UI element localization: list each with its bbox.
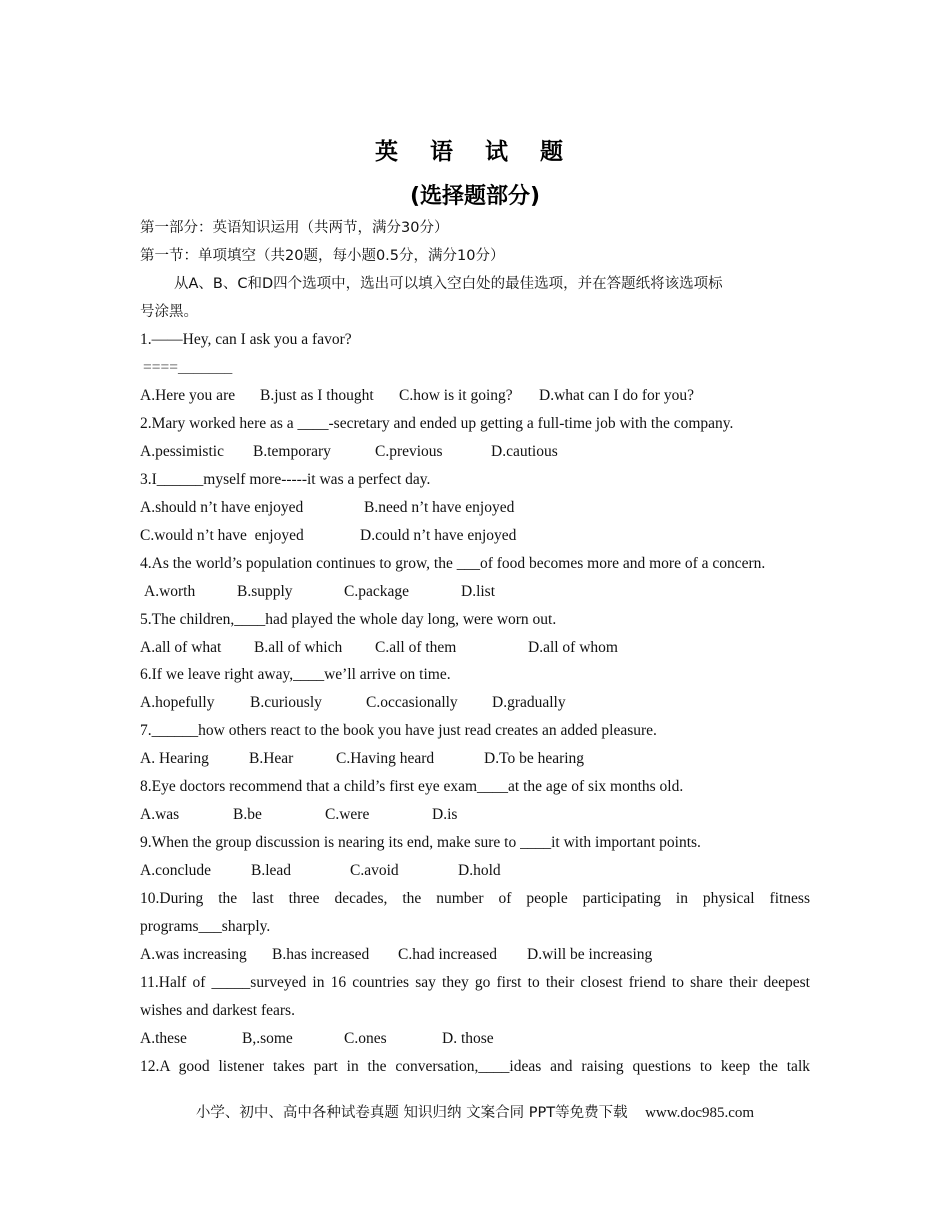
- option-c: C.avoid: [350, 862, 399, 879]
- option-a: A. Hearing: [140, 750, 209, 767]
- option-b: B.all of which: [254, 639, 343, 656]
- option-b: B.lead: [251, 862, 292, 879]
- footer-url: www.doc985.com: [645, 1105, 755, 1121]
- question-10-stem-line-1: 10.During the last three decades, the number of people participating in physical fitness: [140, 890, 810, 907]
- question-8-stem: 8.Eye doctors recommend that a child’s first eye exam____at the age of six months old.: [140, 778, 684, 795]
- instruction-line-2: 号涂黑。: [140, 304, 198, 320]
- option-b: B.has increased: [272, 946, 370, 963]
- question-1-stem: 1.——Hey, can I ask you a favor?: [140, 331, 352, 348]
- option-c: C.all of them: [375, 639, 457, 656]
- page-footer: [0, 1101, 950, 1122]
- question-3-stem: 3.I______myself more-----it was a perfect day.: [140, 471, 431, 488]
- option-a: A.all of what: [140, 639, 222, 656]
- question-2-stem: 2.Mary worked here as a ____-secretary and ended up getting a full-time job with the company.: [140, 415, 734, 432]
- option-d: D. those: [442, 1030, 494, 1047]
- question-11-options: [140, 1029, 810, 1049]
- option-b: B,.some: [242, 1030, 293, 1047]
- option-a: A.hopefully: [140, 694, 215, 711]
- question-6-options: [140, 693, 810, 713]
- option-d: D.could n’t have enjoyed: [360, 527, 517, 544]
- question-11-stem-line-2: wishes and darkest fears.: [140, 1002, 295, 1019]
- question-7-stem: 7.______how others react to the book you have just read creates an added pleasure.: [140, 722, 657, 739]
- footer-text: 小学、初中、高中各种试卷真题 知识归纳 文案合同 PPT等免费下载: [195, 1105, 628, 1121]
- option-a: A.these: [140, 1030, 187, 1047]
- option-b: B.temporary: [253, 443, 331, 460]
- question-6-stem: 6.If we leave right away,____we’ll arrive on time.: [140, 666, 451, 683]
- option-b: B.just as I thought: [260, 387, 374, 404]
- question-2-options: [140, 442, 810, 462]
- option-c: C.Having heard: [336, 750, 435, 767]
- question-8-options: [140, 805, 810, 825]
- question-12-stem-line-1: 12.A good listener takes part in the conversation,____ideas and raising questions to keep the talk: [140, 1058, 810, 1075]
- option-a: A.was increasing: [140, 946, 247, 963]
- part-heading: 第一部分：英语知识运用（共两节，满分30分）: [140, 220, 449, 236]
- option-c: C.were: [325, 806, 370, 823]
- question-5-stem: 5.The children,____had played the whole day long, were worn out.: [140, 611, 557, 628]
- option-d: D.gradually: [492, 694, 566, 711]
- option-d: D.cautious: [491, 443, 558, 460]
- option-b: B.Hear: [249, 750, 294, 767]
- option-d: D.will be increasing: [527, 946, 653, 963]
- question-1-options: [140, 386, 810, 406]
- option-c: C.occasionally: [366, 694, 458, 711]
- question-9-stem: 9.When the group discussion is nearing its end, make sure to ____it with important points.: [140, 834, 701, 851]
- question-4-stem: 4.As the world’s population continues to grow, the ___of food becomes more and more of a concern.: [140, 555, 766, 572]
- question-10-options: [140, 945, 810, 965]
- option-d: D.is: [432, 806, 458, 823]
- question-4-options: [144, 582, 814, 602]
- option-a: A.worth: [144, 583, 196, 600]
- option-a: A.pessimistic: [140, 443, 224, 460]
- question-3-options-row-1: [140, 498, 810, 518]
- option-b: B.need n’t have enjoyed: [364, 499, 515, 516]
- option-c: C.previous: [375, 443, 443, 460]
- option-b: B.supply: [237, 583, 293, 600]
- option-a: A.should n’t have enjoyed: [140, 499, 304, 516]
- option-d: D.list: [461, 583, 496, 600]
- page-title: 英 语 试 题: [374, 139, 576, 165]
- option-d: D.all of whom: [528, 639, 618, 656]
- option-d: D.To be hearing: [484, 750, 585, 767]
- page-subtitle: (选择题部分): [409, 184, 541, 209]
- option-c: C.had increased: [398, 946, 497, 963]
- question-5-options: [140, 638, 810, 658]
- option-c: C.how is it going?: [399, 387, 513, 404]
- question-11-stem-line-1: 11.Half of _____surveyed in 16 countries say they go first to their closest friend to share their deepest: [140, 974, 810, 991]
- option-d: D.what can I do for you?: [539, 387, 694, 404]
- option-a: A.Here you are: [140, 387, 236, 404]
- option-a: A.conclude: [140, 862, 212, 879]
- option-b: B.be: [233, 806, 262, 823]
- question-1-reply: ====_______: [143, 359, 233, 376]
- question-3-options-row-2: [140, 526, 810, 546]
- question-10-stem-line-2: programs___sharply.: [140, 918, 271, 935]
- option-c: C.ones: [344, 1030, 387, 1047]
- option-a: A.was: [140, 806, 180, 823]
- question-7-options: [140, 749, 810, 769]
- option-d: D.hold: [458, 862, 501, 879]
- option-c: C.would n’t have enjoyed: [140, 527, 304, 544]
- question-9-options: [140, 861, 810, 881]
- option-c: C.package: [344, 583, 409, 600]
- option-b: B.curiously: [250, 694, 322, 711]
- section-heading: 第一节：单项填空（共20题，每小题0.5分，满分10分）: [140, 248, 505, 264]
- instruction-line-1: 从A、B、C和D四个选项中，选出可以填入空白处的最佳选项，并在答题纸将该选项标: [174, 276, 723, 292]
